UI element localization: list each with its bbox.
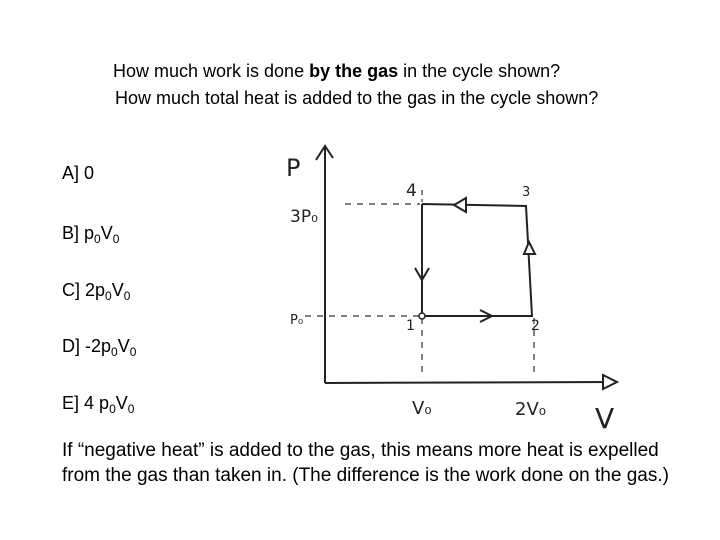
x-tick-2v0: 2V₀ <box>515 399 546 420</box>
choice-a-letter: A] <box>62 163 80 183</box>
x-axis-label: V <box>595 402 615 435</box>
question-1-prefix: How much work is done <box>113 61 310 81</box>
x-tick-v0: V₀ <box>412 398 432 419</box>
choice-b-letter: B] <box>62 223 80 243</box>
state-1-marker <box>419 313 425 319</box>
point-label-4: 4 <box>406 181 417 201</box>
choice-d[interactable] <box>62 336 136 359</box>
arrow-3-to-4-icon <box>454 198 466 212</box>
question-1-suffix: in the cycle shown? <box>398 61 561 81</box>
choice-e-expression: 4 $p_0V_0$ <box>84 393 135 416</box>
question-1-bold: by the gas <box>309 61 399 81</box>
v-axis-arrow-icon <box>603 375 617 389</box>
y-tick-3p0: 3P₀ <box>290 207 318 227</box>
choice-a-text: 0 <box>84 163 95 183</box>
choice-b[interactable] <box>62 223 119 246</box>
y-axis-label: P <box>286 154 301 182</box>
choice-e[interactable] <box>62 393 134 416</box>
choice-c[interactable] <box>62 280 130 303</box>
choice-b-expression: $p_0V_0$ <box>84 223 120 246</box>
choice-d-expression: $-2p_0V_0$ <box>85 336 137 359</box>
choice-e-letter: E] <box>62 393 80 413</box>
choice-d-letter: D] <box>62 336 80 356</box>
point-label-1: 1 <box>406 318 415 334</box>
choice-c-letter: C] <box>62 280 80 300</box>
pv-diagram <box>270 138 650 438</box>
question-2: How much total heat is added to the gas in the cycle shown? <box>115 88 599 108</box>
choice-c-expression: $2p_0V_0$ <box>85 280 131 303</box>
question-1 <box>113 61 560 82</box>
y-tick-p0: P₀ <box>290 313 304 328</box>
v-axis <box>325 382 615 383</box>
point-label-2: 2 <box>531 318 540 334</box>
choice-a[interactable] <box>62 163 94 184</box>
arrow-2-to-3-icon <box>524 242 535 254</box>
point-label-3: 3 <box>522 185 531 200</box>
cycle-path <box>422 204 532 316</box>
note-text: If “negative heat” is added to the gas, this means more heat is expelled from the gas than taken in. (The difference is the work done on the gas.) <box>62 440 669 486</box>
